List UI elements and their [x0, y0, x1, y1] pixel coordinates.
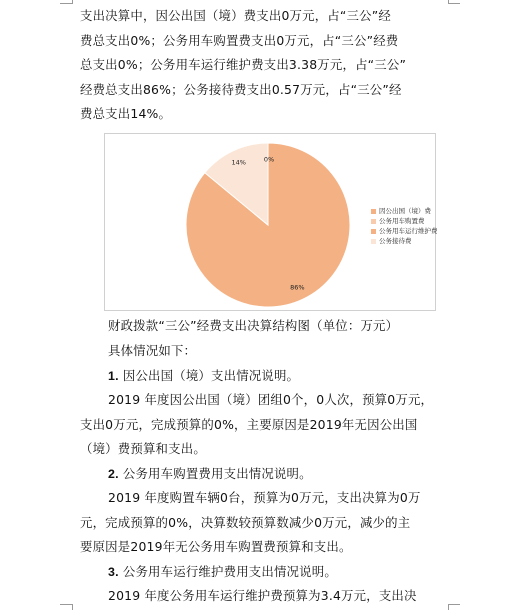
paragraph-line: 元，完成预算的0%，决算数较预算数减少0万元，减少的主 [80, 515, 411, 530]
paragraph-line: 2019 年度购置车辆0台，预算为0万元，支出决算为0万 [108, 490, 421, 505]
paragraph-line: （境）费预算和支出。 [80, 441, 206, 456]
section-number: 3. [108, 565, 119, 579]
data-label: 0% [263, 155, 275, 164]
section-heading [108, 368, 450, 384]
paragraph-line: 支出0万元，完成预算的0%，主要原因是2019年无因公出国 [80, 417, 418, 432]
legend-entry [371, 216, 438, 226]
chart-legend [371, 206, 438, 246]
section-title: 公务用车购置费用支出情况说明。 [122, 466, 312, 481]
chart-caption: 财政拨款“三公”经费支出决算结构图（单位：万元） [108, 318, 399, 333]
data-label: 14% [231, 158, 246, 167]
section-number: 1. [108, 369, 119, 383]
section-number: 2. [108, 467, 119, 481]
margin-mark [448, 604, 460, 605]
pie-chart [104, 133, 436, 311]
data-label: 86% [290, 283, 305, 292]
legend-swatch [371, 219, 376, 224]
paragraph-line: 2019 年度因公出国（境）团组0个，0人次，预算0万元， [108, 392, 434, 407]
paragraph-line: 支出决算中，因公出国（境）费支出0万元，占“三公”经 [80, 8, 391, 23]
legend-label: 公务用车购置费 [379, 216, 425, 225]
paragraph-line: 费总支出0%；公务用车购置费支出0万元，占“三公”经费 [80, 33, 399, 48]
section-heading [108, 466, 450, 482]
margin-mark [448, 3, 460, 4]
legend-swatch [371, 209, 376, 214]
legend-entry [371, 236, 438, 246]
legend-label: 公务用车运行维护费 [379, 226, 438, 235]
margin-mark [60, 604, 72, 605]
paragraph-line: 2019 年度公务用车运行维护费预算为3.4万元，支出决 [108, 588, 417, 603]
margin-mark [60, 3, 72, 4]
paragraph-line: 总支出0%；公务用车运行维护费支出3.38万元，占“三公” [80, 57, 407, 72]
margin-mark [72, 0, 73, 4]
legend-entry [371, 206, 438, 216]
section-title: 公务用车运行维护费用支出情况说明。 [122, 564, 337, 579]
section-title: 因公出国（境）支出情况说明。 [122, 368, 300, 383]
legend-swatch [371, 229, 376, 234]
section-heading [108, 564, 450, 580]
paragraph-line: 经费总支出86%；公务接待费支出0.57万元，占“三公”经 [80, 82, 402, 97]
legend-label: 公务接待费 [379, 236, 412, 245]
legend-label: 因公出国（境）费 [379, 206, 431, 215]
paragraph-line: 具体情况如下： [108, 343, 197, 358]
paragraph-line: 费总支出14%。 [80, 106, 172, 121]
legend-entry [371, 226, 438, 236]
legend-swatch [371, 239, 376, 244]
paragraph-line: 要原因是2019年无公务用车购置费预算和支出。 [80, 539, 352, 554]
margin-mark [72, 604, 73, 610]
